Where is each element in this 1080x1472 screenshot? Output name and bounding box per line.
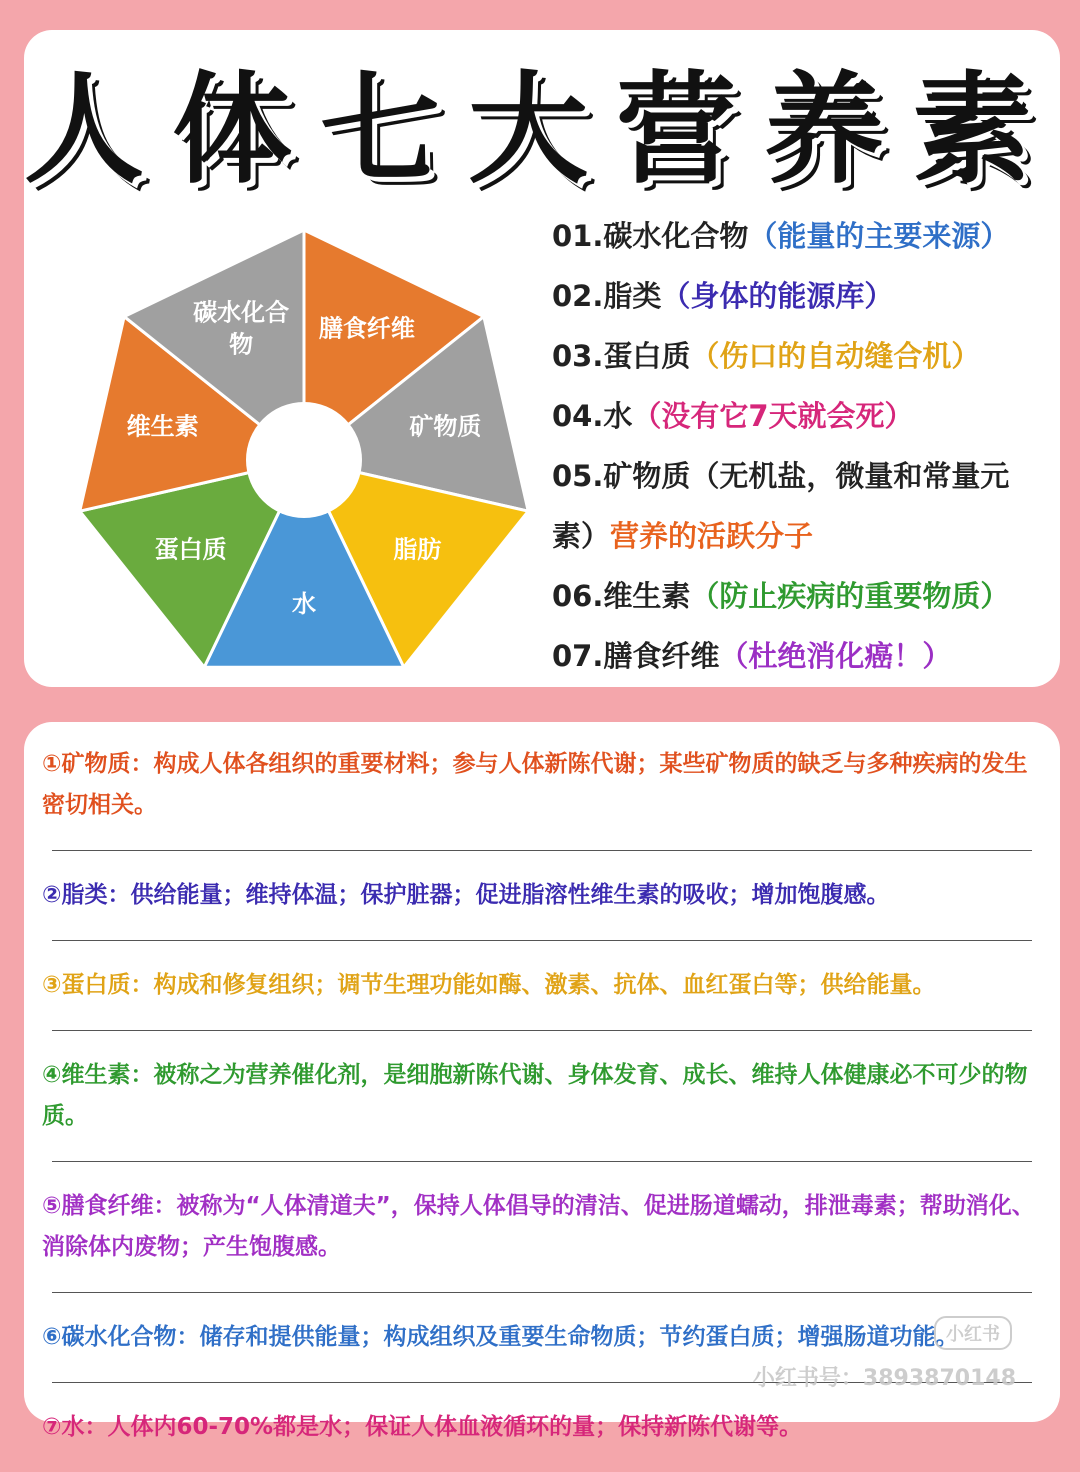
page-title: 人体七大营养素: [24, 61, 1060, 200]
description-item: ⑦水：人体内60-70%都是水；保证人体血液循环的量；保持新陈代谢等。: [42, 1414, 803, 1440]
pie-center-hole: [246, 402, 362, 518]
legend-item-note: 营养的活跃分子: [610, 519, 814, 553]
description-item: ①矿物质：构成人体各组织的重要材料；参与人体新陈代谢；某些矿物质的缺乏与多种疾病的发生密切相关。: [42, 751, 1028, 818]
legend-item-note: （伤口的自动缝合机）: [690, 339, 981, 373]
legend-item-label: 07.膳食纤维: [552, 639, 720, 673]
watermark-logo: 小红书: [934, 1316, 1012, 1350]
legend-item: [552, 326, 1052, 386]
legend-item-label: 06.维生素: [552, 579, 691, 613]
pie-slice-label: 膳食纤维: [318, 314, 415, 343]
legend-item-note: （杜绝消化癌！）: [719, 639, 952, 673]
legend-item: [552, 206, 1052, 266]
pie-slice-label: 脂肪: [393, 535, 442, 564]
legend-item: [552, 386, 1052, 446]
legend-item-label: 02.脂类: [552, 279, 662, 313]
legend-item-note: （能量的主要来源）: [748, 219, 1010, 253]
legend-item: [552, 506, 1052, 566]
description-item: ④维生素：被称之为营养催化剂，是细胞新陈代谢、身体发育、成长、维持人体健康必不可少的物质。: [42, 1062, 1028, 1129]
legend-item: [552, 446, 1052, 506]
divider: [52, 1161, 1032, 1162]
legend-item: [552, 266, 1052, 326]
watermark-text: 小红书号：3893870148: [752, 1366, 1016, 1391]
bottom-card: [24, 722, 1060, 1440]
legend-item-note: （没有它7天就会死）: [632, 399, 914, 433]
top-card: [24, 30, 1060, 687]
divider: [52, 1030, 1032, 1031]
description-item: ③蛋白质：构成和修复组织；调节生理功能如酶、激素、抗体、血红蛋白等；供给能量。: [42, 972, 936, 998]
pie-slice-label: 维生素: [126, 412, 199, 441]
legend-item: [552, 626, 1052, 686]
nutrient-pie-chart: [54, 210, 554, 710]
divider: [52, 1292, 1032, 1293]
legend-item-label: 03.蛋白质: [552, 339, 691, 373]
legend-item-note: （身体的能源库）: [661, 279, 894, 313]
description-item: ②脂类：供给能量；维持体温；保护脏器；促进脂溶性维生素的吸收；增加饱腹感。: [42, 882, 890, 908]
pie-slice-label: 矿物质: [409, 412, 482, 441]
legend-item-label: 04.水: [552, 399, 633, 433]
legend-item-label: 01.碳水化合物: [552, 219, 749, 253]
pie-slice-label: 碳水化合物: [193, 298, 290, 359]
divider: [52, 940, 1032, 941]
legend-item-note: （防止疾病的重要物质）: [690, 579, 1010, 613]
legend-item-label: 素）: [552, 519, 611, 553]
legend-item-label: 05.矿物质（无机盐，微量和常量元: [552, 459, 1010, 493]
legend-item: [552, 566, 1052, 626]
legend: [552, 206, 1052, 686]
divider: [52, 850, 1032, 851]
pie-slice-label: 蛋白质: [154, 535, 227, 564]
description-item: ⑥碳水化合物：储存和提供能量；构成组织及重要生命物质；节约蛋白质；增强肠道功能。: [42, 1324, 959, 1350]
description-item: ⑤膳食纤维：被称为“人体清道夫”，保持人体倡导的清洁、促进肠道蠕动，排泄毒素；帮助消化、消除体内废物；产生饱腹感。: [42, 1193, 1035, 1260]
pie-slice-label: 水: [292, 590, 316, 618]
